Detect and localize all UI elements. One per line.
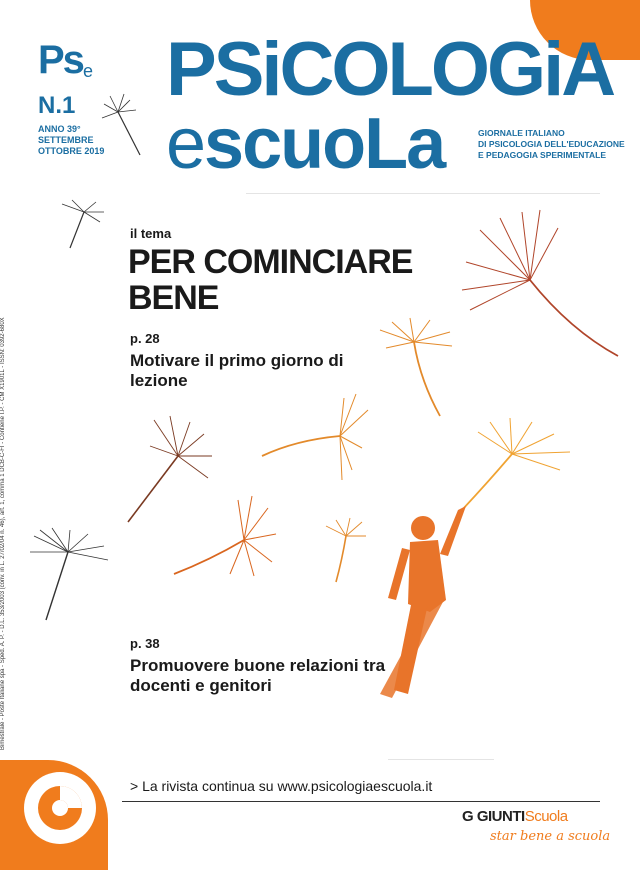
issue-number: N.1 [38, 92, 76, 119]
divider-mid [388, 759, 494, 760]
dandelion-dark-1 [102, 94, 140, 155]
dandelion-dark-3 [30, 528, 108, 620]
ps-logo: Pse [38, 38, 91, 82]
divider-bottom [122, 801, 600, 802]
divider-top [246, 193, 600, 194]
issue-month-2: OTTOBRE 2019 [38, 146, 105, 156]
brand-accent: Scuola [524, 808, 568, 825]
figure-holding-dandelion [380, 506, 466, 698]
masthead-e: e [166, 104, 205, 184]
subtitle-line-1: GIORNALE ITALIANO [478, 128, 565, 138]
website-link[interactable]: > La rivista continua su www.psicologiaescuola.it [130, 778, 433, 794]
giunti-swirl-icon [24, 772, 96, 844]
dandelion-orange-4 [326, 518, 366, 582]
subtitle-line-2: DI PSICOLOGIA DELL'EDUCAZIONE [478, 139, 625, 149]
giunti-g-icon: G [462, 808, 477, 825]
issue-date [38, 124, 104, 157]
giunti-scuola-logo [462, 808, 568, 825]
issue-year: ANNO 39° [38, 124, 81, 134]
theme-title: PER COMINCIARE BENE [128, 243, 413, 317]
masthead-title-top: PSiCOLOGiA [166, 27, 614, 112]
article-2-page: p. 38 [130, 636, 160, 651]
masthead-scuola: scuoLa [204, 104, 445, 184]
article-2-title: Promuovere buone relazioni tra docenti e genitori [130, 656, 386, 695]
issue-month: SETTEMBRE [38, 135, 94, 145]
masthead-subtitle [478, 128, 625, 161]
brand-main: GIUNTI [476, 808, 525, 825]
dandelion-orange-1 [380, 318, 452, 416]
postal-info-text: Bimestrale - Poste Italiane spa - Sped. A. P. - D.L. 353/2003 (conv. in L. 27/02/04 n. 46), art. 1, comma 1 DCB-C-FI - Contiene I.P. - CM X1901L - ISSN: 0392-680X [0, 317, 6, 750]
dandelion-red-large [462, 210, 618, 356]
masthead-title-bottom [166, 106, 444, 182]
article-1-title: Motivare il primo giorno di lezione [130, 351, 344, 390]
theme-label: il tema [130, 226, 172, 241]
dandelion-brown-1 [128, 416, 212, 522]
dandelion-dark-2 [62, 200, 104, 248]
brand-tagline: star bene a scuola [490, 829, 611, 844]
ps-logo-e: e [82, 61, 91, 81]
dandelion-orange-3 [174, 496, 276, 576]
article-1-page: p. 28 [130, 331, 160, 346]
subtitle-line-3: E PEDAGOGIA SPERIMENTALE [478, 150, 606, 160]
dandelion-orange-2 [262, 394, 368, 480]
dandelion-held [462, 418, 570, 510]
